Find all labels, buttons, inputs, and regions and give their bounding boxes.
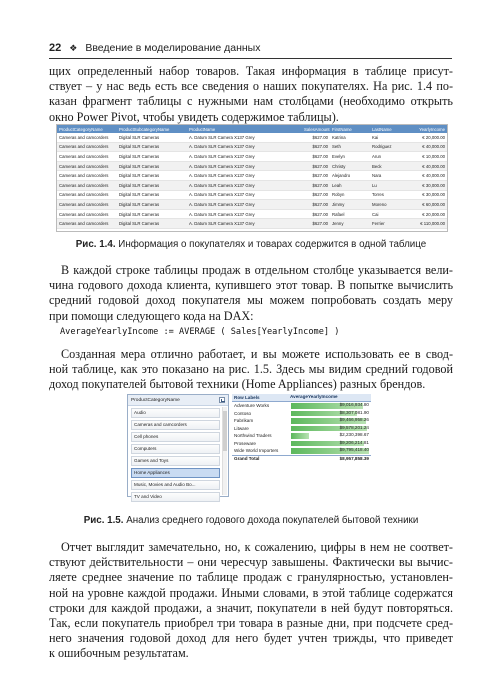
pivot-row-label: Wide World Importers <box>234 448 279 454</box>
table-cell: Nara <box>372 173 382 179</box>
table-cell: A. Datum SLR Camera X137 Grey <box>189 153 255 159</box>
table-cell: Digital SLR Cameras <box>119 153 160 159</box>
table-cell <box>187 231 302 232</box>
table-cell: € 20,000.00 <box>422 134 445 140</box>
slicer-item[interactable]: Music, Movies and Audio Bo... <box>131 480 220 491</box>
slicer-scrollbar[interactable] <box>222 407 227 495</box>
figure-1-5 <box>127 394 371 500</box>
pivot-rows <box>232 402 371 462</box>
caption-label: Рис. 1.5. <box>83 515 124 526</box>
table-cell: Leah <box>332 182 342 188</box>
pivot-value-cell <box>290 410 371 418</box>
pivot-row <box>232 425 371 433</box>
slicer-item[interactable]: Cameras and camcorders <box>131 420 220 431</box>
table-cell <box>330 231 370 232</box>
pivot-row-label: Adventure Works <box>234 403 270 409</box>
table-cell <box>370 231 405 232</box>
pivot-row-label: Contoso <box>234 410 252 416</box>
table-cell: € 40,000.00 <box>422 173 445 179</box>
table-cell: € 30,000.00 <box>422 192 445 198</box>
pivot-row-label: Grand Total <box>234 456 260 462</box>
table-cell: € 40,000.00 <box>422 163 445 169</box>
table-cell: Seth <box>332 144 341 150</box>
table-cell: Torres <box>372 192 384 198</box>
text-line: чина годового дохода клиента, купившего этот товар. В попытке вычислить <box>49 278 453 293</box>
table-cell: Katrina <box>332 134 346 140</box>
table-row <box>57 152 447 162</box>
text-line: Так, если покупатель приобрел три товара в разные дни, при подсчете сред- <box>49 615 453 630</box>
pivot-value: $9,795,418.40 <box>339 447 369 452</box>
table-cell: Digital SLR Cameras <box>119 192 160 198</box>
pivot-value-cell <box>290 425 371 433</box>
table-cell <box>302 231 330 232</box>
pivot-row-label: Proseware <box>234 440 256 446</box>
column-header: LastName <box>372 126 392 132</box>
table-cell: Cameras and camcorders <box>59 201 109 207</box>
table-cell: Ferrier <box>372 221 385 227</box>
header-divider <box>49 58 452 59</box>
pivot-value: $9,578,201.24 <box>339 424 369 430</box>
table-cell: Cameras and camcorders <box>59 144 109 150</box>
figure-1-4-caption <box>49 239 453 250</box>
table-cell <box>117 231 187 232</box>
paragraph-4 <box>49 540 453 662</box>
paragraph-2 <box>49 263 453 324</box>
slicer-header <box>128 395 228 406</box>
clear-filter-icon[interactable] <box>219 397 225 403</box>
table-cell: $627.00 <box>312 153 328 159</box>
pivot-row <box>232 417 371 425</box>
caption-label: Рис. 1.4. <box>75 239 116 250</box>
pivot-row <box>232 440 371 448</box>
table-cell: Cameras and camcorders <box>59 153 109 159</box>
pivot-row <box>232 432 371 440</box>
table-cell <box>405 231 447 232</box>
chapter-title: Введение в моделирование данных <box>85 42 261 54</box>
pivot-value: $9,016,934.80 <box>339 402 369 407</box>
table-row <box>57 210 447 220</box>
table-cell: Digital SLR Cameras <box>119 163 160 169</box>
table-cell: Moreno <box>372 201 387 207</box>
table-cell: Arun <box>372 153 382 159</box>
table-cell: $627.00 <box>312 163 328 169</box>
table-row <box>57 181 447 191</box>
table-cell: A. Datum SLR Camera X137 Grey <box>189 173 255 179</box>
table-cell: Digital SLR Cameras <box>119 144 160 150</box>
table-cell: Cai <box>372 211 379 217</box>
slicer-item[interactable]: Computers <box>131 444 220 455</box>
table-cell: Kai <box>372 134 379 140</box>
table-cell: Cameras and camcorders <box>59 163 109 169</box>
table-cell: A. Datum SLR Camera X137 Grey <box>189 144 255 150</box>
pivot-value-cell <box>290 432 371 440</box>
table-cell: Lu <box>372 182 377 188</box>
text-line: казан фрагмент таблицы с нужными нам столбцами (необходимо открыть <box>49 94 453 109</box>
table-cell: € 110,000.00 <box>420 221 445 227</box>
pivot-value-cell <box>290 447 371 455</box>
column-header: ProductName <box>189 126 216 132</box>
table-cell <box>57 231 117 232</box>
text-line: ляете среднее значение по таблице продаж с гранулярностью, установлен- <box>49 570 453 585</box>
table-row <box>57 171 447 181</box>
table-cell: Jenny <box>332 221 344 227</box>
table-cell: $627.00 <box>312 134 328 140</box>
text-line: ствуют действительности – они чересчур завышены. Фактически вы вычис- <box>49 555 453 570</box>
table-cell: Cameras and camcorders <box>59 192 109 198</box>
text-line: Отчет выглядит замечательно, но, к сожалению, цифры в нем не соответ- <box>61 540 453 554</box>
table-cell: € 30,000.00 <box>422 182 445 188</box>
pivot-value: $9,206,214.81 <box>339 439 369 445</box>
table-cell: Digital SLR Cameras <box>119 134 160 140</box>
text-line: ной таблице, как это показано на рис. 1.5. Здесь мы видим средний годовой <box>49 362 453 377</box>
pivot-value-cell <box>290 440 371 448</box>
slicer-item[interactable]: Audio <box>131 408 220 419</box>
table-row <box>57 200 447 210</box>
pivot-row-label: Northwind Traders <box>234 433 272 439</box>
table-row <box>57 143 447 153</box>
table-cell: $627.00 <box>312 173 328 179</box>
pivot-value: $2,230,398.67 <box>339 432 369 437</box>
table-cell: Digital SLR Cameras <box>119 201 160 207</box>
table-cell: A. Datum SLR Camera X137 Grey <box>189 134 255 140</box>
paragraph-1 <box>49 64 453 125</box>
pivot-value-cell <box>290 456 371 463</box>
slicer-item[interactable]: TV and Video <box>131 492 220 503</box>
table-cell: Christy <box>332 163 346 169</box>
text-line: Созданная мера отлично работает, и вы можете использовать ее в свод- <box>61 347 453 361</box>
text-line: к ошибочным результатам. <box>49 646 189 661</box>
table-row <box>57 219 447 229</box>
pivot-value: $8,957,858.39 <box>339 455 369 461</box>
table-cell: Jimmy <box>332 201 345 207</box>
dax-code: AverageYearlyIncome := AVERAGE ( Sales[YearlyIncome] ) <box>60 327 340 337</box>
pivot-value: $8,307,081.90 <box>339 409 369 415</box>
pivot-row-label: Litware <box>234 425 249 431</box>
table-cell: A. Datum SLR Camera X137 Grey <box>189 182 255 188</box>
table-cell: $627.00 <box>312 192 328 198</box>
text-line: щих определенный набор товаров. Такая информация в таблице присут- <box>49 64 453 78</box>
caption-text: Анализ среднего годового дохода покупателей бытовой техники <box>126 515 419 526</box>
table-cell: Digital SLR Cameras <box>119 173 160 179</box>
text-line: средний годовой доход покупателя мы можем попробовать создать меру <box>49 293 453 308</box>
table-cell: Digital SLR Cameras <box>119 182 160 188</box>
text-line: доход покупателей бытовой техники (Home Appliances) разных брендов. <box>49 377 426 392</box>
table-cell: Beck <box>372 163 382 169</box>
table-header <box>57 125 447 133</box>
page-number: 22 <box>49 42 62 54</box>
table-cell: Cameras and camcorders <box>59 211 109 217</box>
pivot-row <box>232 410 371 418</box>
table-cell: Cameras and camcorders <box>59 173 109 179</box>
table-cell: Cameras and camcorders <box>59 221 109 227</box>
table-cell: $627.00 <box>312 144 328 150</box>
caption-text: Информация о покупателях и товарах содержится в одной таблице <box>118 239 427 250</box>
table-cell: Digital SLR Cameras <box>119 211 160 217</box>
table-cell: Cameras and camcorders <box>59 182 109 188</box>
paragraph-3 <box>49 347 453 393</box>
pivot-value-cell <box>290 402 371 410</box>
text-line: при помощи следующего кода на DAX: <box>49 308 254 323</box>
text-line: него значения годовой доход для него будет учтен трижды, что приведет <box>49 631 453 646</box>
table-cell: Cameras and camcorders <box>59 134 109 140</box>
table-cell: € 10,000.00 <box>422 153 445 159</box>
table-cell: Digital SLR Cameras <box>119 221 160 227</box>
text-line: ствует – у нас ведь есть все сведения о наших покупателях. На рис. 1.4 по- <box>49 79 453 94</box>
table-cell: $627.00 <box>312 201 328 207</box>
table-cell: € 40,000.00 <box>422 144 445 150</box>
pivot-header-value: AverageYearlyIncome <box>290 394 338 399</box>
table-row <box>57 133 447 143</box>
slicer-item[interactable]: Home Appliances <box>131 468 220 479</box>
pivot-header-label[interactable]: Row Labels <box>234 395 260 400</box>
pivot-value: $9,466,958.26 <box>339 417 369 422</box>
table-cell: Rafael <box>332 211 345 217</box>
column-header: ProductCategoryName <box>59 126 103 132</box>
category-slicer <box>127 394 229 500</box>
table-cell: A. Datum SLR Camera X137 Grey <box>189 211 255 217</box>
column-header: ProductSubcategoryName <box>119 126 170 132</box>
data-bar <box>291 433 309 439</box>
pivot-value-cell <box>290 417 371 425</box>
table-cell: A. Datum SLR Camera X137 Grey <box>189 221 255 227</box>
table-row <box>57 162 447 172</box>
table-row <box>57 191 447 201</box>
pivot-row <box>232 447 371 455</box>
pivot-table <box>232 394 371 462</box>
table-cell: € 60,000.00 <box>422 201 445 207</box>
text-line: окно Power Pivot, чтобы увидеть содержимое таблицы). <box>49 109 339 124</box>
pivot-row <box>232 402 371 410</box>
pivot-row-label: Fabrikam <box>234 418 254 424</box>
pivot-total-row <box>232 455 371 463</box>
table-cell: Evelyn <box>332 153 345 159</box>
column-header: YearlyIncome <box>419 126 445 132</box>
diamond-icon: ❖ <box>69 42 78 53</box>
table-body <box>57 133 447 232</box>
slicer-item[interactable]: Cell phones <box>131 432 220 443</box>
text-line: ной на уровне каждой продажи. Иными словами, в этой таблице содержатся <box>49 585 453 600</box>
running-header <box>49 40 452 56</box>
table-cell: $627.00 <box>312 211 328 217</box>
table-cell: $627.00 <box>312 182 328 188</box>
table-cell: $627.00 <box>312 221 328 227</box>
column-header: SalesAmount <box>304 126 330 132</box>
slicer-items <box>128 408 228 503</box>
table-cell: € 20,000.00 <box>422 211 445 217</box>
table-row <box>57 229 447 232</box>
table-cell: Robyn <box>332 192 345 198</box>
slicer-item[interactable]: Games and Toys <box>131 456 220 467</box>
figure-1-4-table <box>56 124 448 232</box>
text-line: строки для каждой продажи, а значит, покупатели в ней будут повторяться. <box>49 600 453 615</box>
slicer-title: ProductCategoryName <box>131 397 180 403</box>
column-header: FirstName <box>332 126 352 132</box>
table-cell: A. Datum SLR Camera X137 Grey <box>189 163 255 169</box>
table-cell: A. Datum SLR Camera X137 Grey <box>189 201 255 207</box>
table-cell: A. Datum SLR Camera X137 Grey <box>189 192 255 198</box>
figure-1-5-caption <box>49 515 453 526</box>
table-cell: Rodriguez <box>372 144 392 150</box>
text-line: В каждой строке таблицы продаж в отдельном столбце указывается вели- <box>61 263 453 277</box>
pivot-header <box>232 394 371 402</box>
table-cell: Alejandro <box>332 173 351 179</box>
scrollbar-thumb[interactable] <box>223 411 227 451</box>
